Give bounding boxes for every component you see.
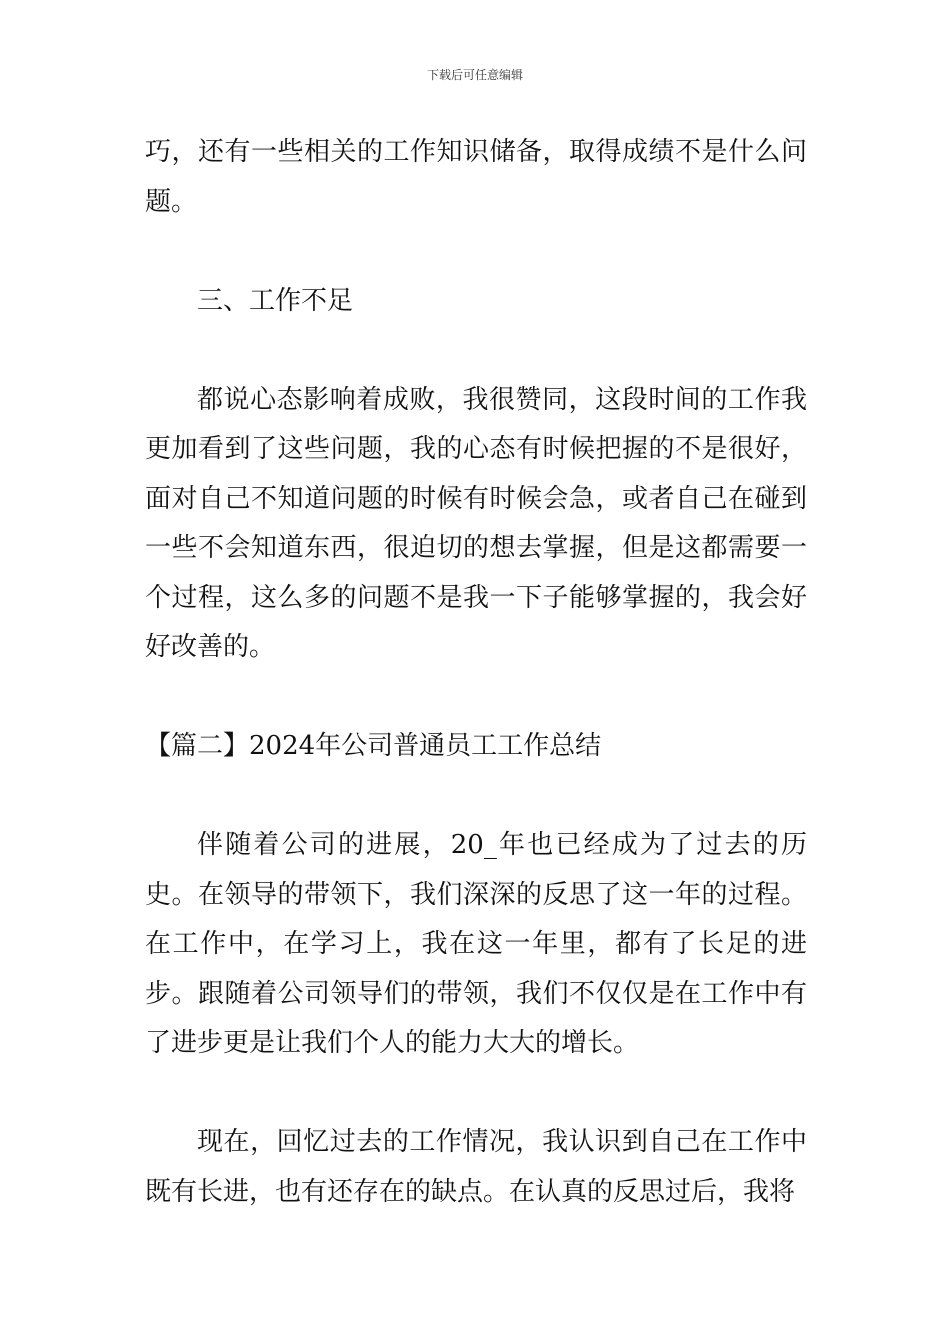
document-body [145,128,807,1267]
paragraph-continuation: 巧，还有一些相关的工作知识储备，取得成绩不是什么问题。 [145,137,807,217]
paragraph-mindset: 都说心态影响着成败，我很赞同，这段时间的工作我更加看到了这些问题，我的心态有时候把握的不是很好，面对自己不知道问题的时候有时候会急，或者自己在碰到一些不会知道东西，很迫切的想去掌握，但是这都需要一个过程，这么多的问题不是我一下子能够掌握的，我会好好改善的。 [145,384,807,662]
page-header: 下载后可任意编辑 [426,68,523,82]
paragraph-company-progress: 伴随着公司的进展，20_年也已经成为了过去的历史。在领导的带领下，我们深深的反思了这一年的过程。在工作中，在学习上，我在这一年里，都有了长足的进步。跟随着公司领导们的带领，我们不仅仅是在工作中有了进步更是让我们个人的能力大大的增长。 [145,830,807,1058]
paragraph-reflection: 现在，回忆过去的工作情况，我认识到自己在工作中既有长进，也有还存在的缺点。在认真的反思过后，我将 [145,1127,807,1207]
article-title-part-two: 【篇二】2024年公司普通员工工作总结 [145,731,602,761]
section-heading-work-shortcomings: 三、工作不足 [197,285,354,316]
